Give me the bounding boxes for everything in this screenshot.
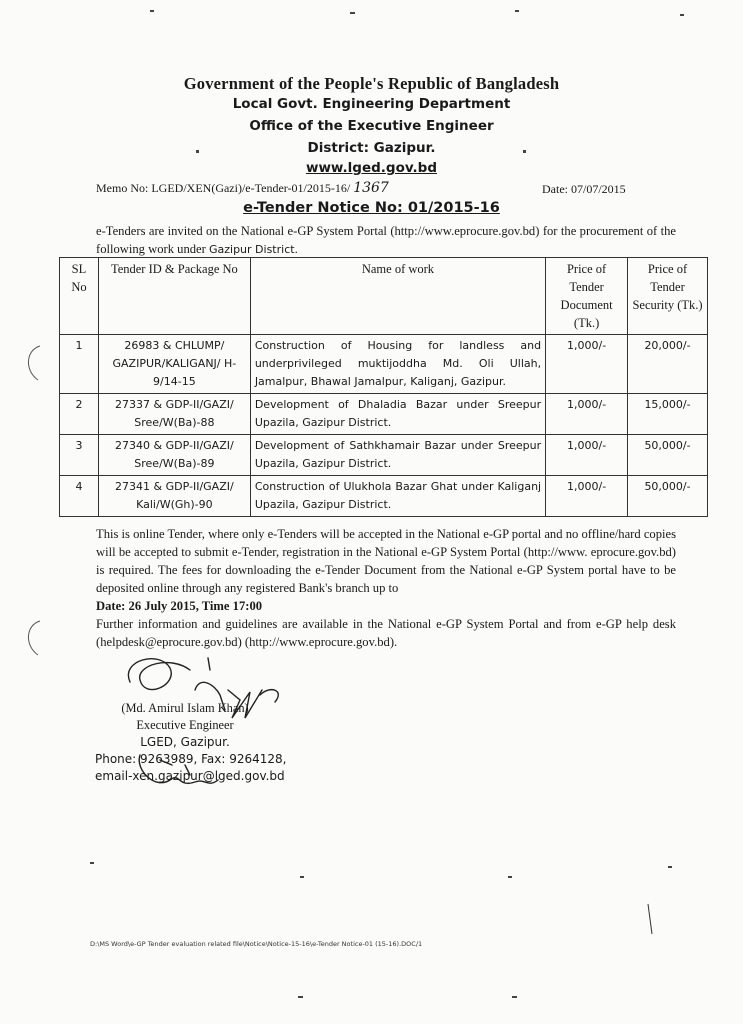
- header-website: www.lged.gov.bd: [305, 160, 437, 176]
- row-price-document: 1,000/-: [546, 476, 628, 517]
- row-sl: 4: [60, 476, 99, 517]
- row-work: Development of Dhaladia Bazar under Sreepur Upazila, Gazipur District.: [250, 394, 545, 435]
- header-government: Government of the People's Republic of Bangladesh: [183, 74, 560, 93]
- memo-handwritten-number: 1367: [353, 180, 389, 196]
- row-price-security: 20,000/-: [628, 335, 708, 394]
- scan-speck: [300, 876, 304, 878]
- scan-speck: [150, 10, 154, 12]
- scan-speck: [512, 996, 517, 998]
- hole-punch-mark-icon: [18, 340, 48, 390]
- row-sl: 3: [60, 435, 99, 476]
- row-work: Construction of Housing for landless and underprivileged muktijoddha Md. Oli Ullah, Jamalpur, Bhawal Jamalpur, Kaliganj, Gazipur.: [250, 335, 545, 394]
- scan-speck: [515, 10, 519, 12]
- scan-speck: [196, 150, 199, 153]
- row-price-document: 1,000/-: [546, 335, 628, 394]
- hole-punch-mark-icon: [18, 615, 48, 665]
- header-work: Name of work: [250, 258, 545, 335]
- table-header-row: [60, 258, 708, 335]
- intro-text: e-Tenders are invited on the National e-GP System Portal (http://www.eprocure.gov.bd) for the procurement of the following work under: [96, 224, 676, 256]
- header-sl: SL No: [60, 258, 99, 335]
- row-sl: 2: [60, 394, 99, 435]
- header-price-document: Price of Tender Document (Tk.): [546, 258, 628, 335]
- table-row: [60, 435, 708, 476]
- signatory-title: Executive Engineer: [136, 718, 234, 732]
- signatory-name: (Md. Amirul Islam Khan): [121, 701, 249, 715]
- table-row: [60, 335, 708, 394]
- header-office: Office of the Executive Engineer: [249, 118, 494, 134]
- row-price-security: 50,000/-: [628, 476, 708, 517]
- scan-speck: [508, 876, 512, 878]
- footer-file-path: D:\MS Word\e-GP Tender evaluation related file\Notice\Notice-15-16\e-Tender Notice-01 (15-16).DOC/1: [90, 940, 423, 948]
- row-price-security: 15,000/-: [628, 394, 708, 435]
- tender-table: [59, 257, 708, 517]
- body-text: This is online Tender, where only e-Tenders will be accepted in the National e-GP portal and no offline/hard copies will be accepted to submit e-Tender, registration in the National e-GP System Portal (http://www. eprocure.gov.bd) is required. The fees for downloading the e-Tender Document from the National e-GP System portal have to be deposited online through any registered Bank's branch up to: [96, 527, 676, 595]
- signature-block: [95, 700, 286, 785]
- scan-speck: [298, 996, 303, 998]
- table-row: [60, 476, 708, 517]
- scan-mark-icon: [640, 900, 660, 940]
- signatory-office: LGED, Gazipur.: [140, 735, 230, 749]
- table-row: [60, 394, 708, 435]
- row-price-security: 50,000/-: [628, 435, 708, 476]
- header-price-security: Price of Tender Security (Tk.): [628, 258, 708, 335]
- header-department: Local Govt. Engineering Department: [232, 96, 511, 112]
- deadline-text: Date: 26 July 2015, Time 17:00: [96, 599, 263, 613]
- signatory-email: email-xen.gazipur@lged.gov.bd: [95, 769, 285, 783]
- row-work: Construction of Ulukhola Bazar Ghat under Kaliganj Upazila, Gazipur District.: [250, 476, 545, 517]
- row-tender-id: 27337 & GDP-II/GAZI/ Sree/W(Ba)-88: [98, 394, 250, 435]
- memo-number: Memo No: LGED/XEN(Gazi)/e-Tender-01/2015-16/: [96, 181, 354, 195]
- memo-date: Date: 07/07/2015: [542, 182, 626, 196]
- row-tender-id: 26983 & CHLUMP/ GAZIPUR/KALIGANJ/ H-9/14-15: [98, 335, 250, 394]
- header-district: District: Gazipur.: [307, 140, 436, 156]
- row-price-document: 1,000/-: [546, 435, 628, 476]
- signatory-phone: Phone: 9263989, Fax: 9264128,: [95, 752, 287, 766]
- row-sl: 1: [60, 335, 99, 394]
- scan-speck: [680, 14, 684, 16]
- intro-district: Gazipur District.: [208, 243, 299, 256]
- row-tender-id: 27341 & GDP-II/GAZI/ Kali/W(Gh)-90: [98, 476, 250, 517]
- scan-speck: [668, 866, 672, 868]
- row-work: Development of Sathkhamair Bazar under Sreepur Upazila, Gazipur District.: [250, 435, 545, 476]
- row-price-document: 1,000/-: [546, 394, 628, 435]
- memo-line: [96, 180, 389, 196]
- body-paragraph: [96, 525, 676, 651]
- header-tender-id: Tender ID & Package No: [98, 258, 250, 335]
- scan-speck: [523, 150, 526, 153]
- row-tender-id: 27340 & GDP-II/GAZI/ Sree/W(Ba)-89: [98, 435, 250, 476]
- intro-paragraph: [96, 222, 676, 259]
- notice-title: e-Tender Notice No: 01/2015-16: [243, 200, 500, 216]
- scan-speck: [90, 862, 94, 864]
- further-info-text: Further information and guidelines are available in the National e-GP System Portal and from e-GP help desk (helpdesk@eprocure.gov.bd) (http://www.eprocure.gov.bd).: [96, 617, 676, 649]
- scan-speck: [350, 12, 355, 14]
